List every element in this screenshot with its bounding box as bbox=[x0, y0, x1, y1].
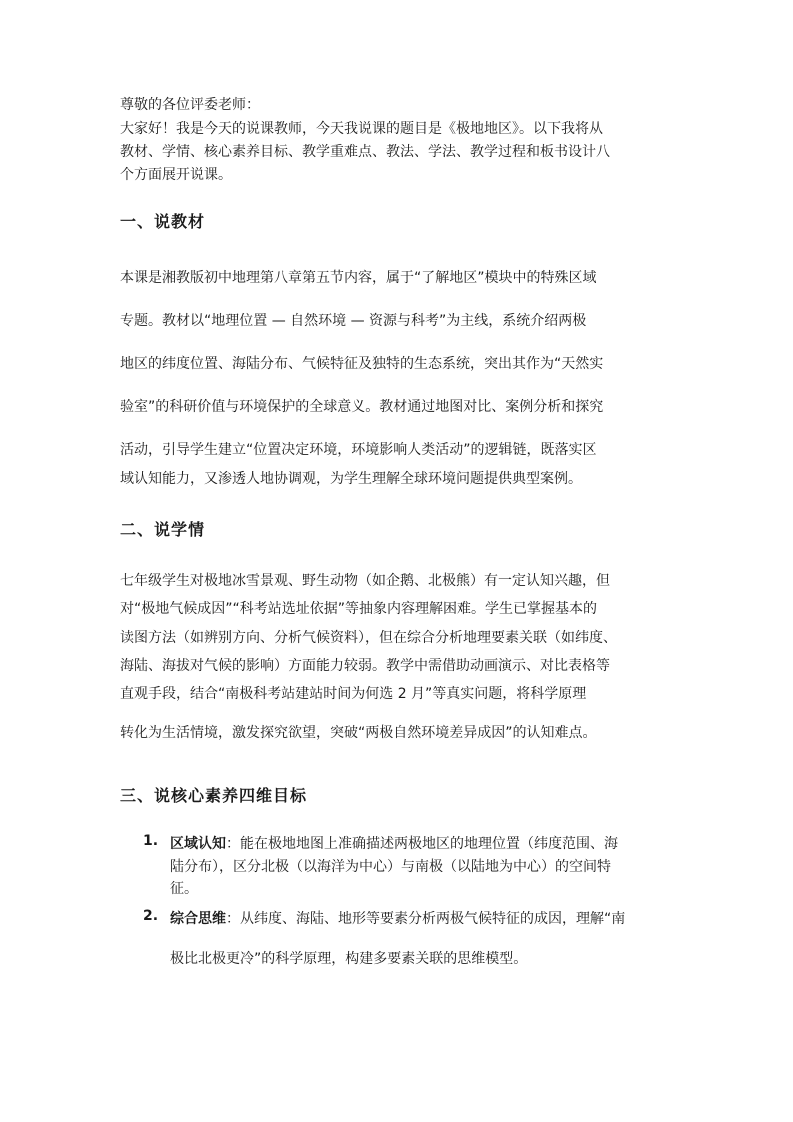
paragraph-line: 活动，引导学生建立“位置决定环境，环境影响人类活动”的逻辑链，既落实区 bbox=[120, 442, 597, 458]
paragraph-line: 对“极地气候成因”“科考站选址依据”等抽象内容理解困难。学生已掌握基本的 bbox=[120, 601, 598, 617]
list-item-line bbox=[170, 908, 676, 928]
list-item-text: ：能在极地地图上准确描述两极地区的地理位置（纬度范围、海 bbox=[226, 836, 618, 852]
paragraph-line: 本课是湘教版初中地理第八章第五节内容，属于“了解地区”模块中的特殊区域 bbox=[120, 270, 597, 286]
section-heading: 一、说教材 bbox=[120, 212, 206, 231]
list-item-line: 征。 bbox=[170, 881, 198, 897]
paragraph-line: 域认知能力，又渗透人地协调观，为学生理解全球环境问题提供典型案例。 bbox=[120, 471, 582, 487]
paragraph-line: 七年级学生对极地冰雪景观、野生动物（如企鹅、北极熊）有一定认知兴趣，但 bbox=[120, 573, 610, 589]
paragraph-line: 转化为生活情境，激发探究欲望，突破“两极自然环境差异成因”的认知难点。 bbox=[120, 725, 597, 741]
intro-line: 大家好！我是今天的说课教师，今天我说课的题目是《极地地区》。以下我将从 bbox=[120, 121, 603, 137]
list-item-line: 极比北极更冷”的科学原理，构建多要素关联的思维模型。 bbox=[170, 951, 528, 967]
paragraph-line: 读图方法（如辨别方向、分析气候资料），但在综合分析地理要素关联（如纬度、 bbox=[120, 630, 617, 646]
list-item-term: 区域认知 bbox=[170, 836, 226, 852]
paragraph-line: 海陆、海拔对气候的影响）方面能力较弱。教学中需借助动画演示、对比表格等 bbox=[120, 658, 610, 674]
paragraph-line: 专题。教材以“地理位置 — 自然环境 — 资源与科考”为主线，系统介绍两极 bbox=[120, 313, 587, 329]
section-heading: 二、说学情 bbox=[120, 520, 206, 539]
greeting-line: 尊敬的各位评委老师： bbox=[120, 97, 260, 113]
intro-line: 个方面展开说课。 bbox=[120, 167, 232, 183]
intro-line: 教材、学情、核心素养目标、教学重难点、教法、学法、教学过程和板书设计八 bbox=[120, 144, 610, 160]
paragraph-line: 直观手段，结合“南极科考站建站时间为何选 2 月”等真实问题，将科学原理 bbox=[120, 686, 587, 702]
section-heading: 三、说核心素养四维目标 bbox=[120, 786, 308, 805]
list-number: 1. bbox=[143, 833, 159, 849]
list-item-line bbox=[170, 833, 676, 853]
list-item-line: 陆分布），区分北极（以海洋为中心）与南极（以陆地为中心）的空间特 bbox=[170, 859, 611, 875]
list-item-term: 综合思维 bbox=[170, 911, 226, 927]
paragraph-line: 验室”的科研价值与环境保护的全球意义。教材通过地图对比、案例分析和探究 bbox=[120, 399, 604, 415]
list-number: 2. bbox=[143, 908, 159, 924]
list-item-text: ：从纬度、海陆、地形等要素分析两极气候特征的成因，理解“南 bbox=[226, 911, 626, 927]
paragraph-line: 地区的纬度位置、海陆分布、气候特征及独特的生态系统，突出其作为“天然实 bbox=[120, 356, 604, 372]
